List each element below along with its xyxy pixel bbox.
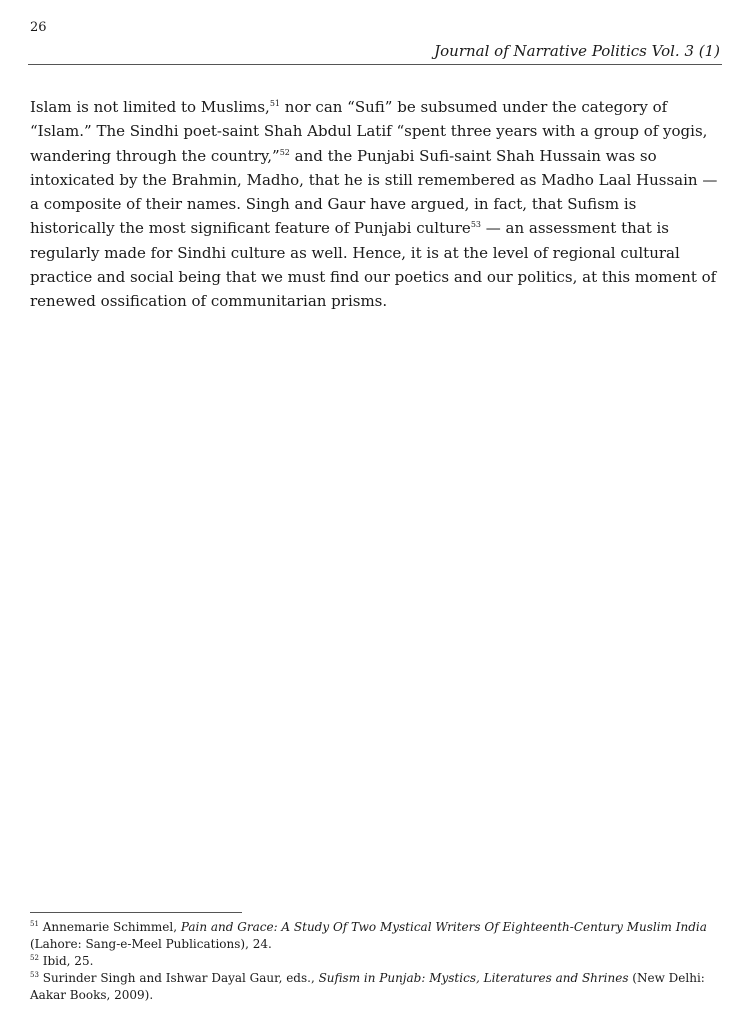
footnote-number: 53 <box>30 971 39 980</box>
footnote-rule <box>30 912 242 913</box>
body-text-segment: and the Punjabi Sufi-saint Shah Hussain was so intoxicated by the Brahmin, Madho, that he is still remembered as Madho Laal Hussain — a composite of their names. Singh and Gaur have argued, in fact, that Sufism is historically the most significant feature of Punjabi culture <box>30 146 718 238</box>
body-text-segment: — an assessment that is regularly made for Sindhi culture as well. Hence, it is at the level of regional cultural practice and social being that we must find our poetics and our politics, at this moment of renewed ossification of communitarian prisms. <box>30 219 717 311</box>
footnote-ref-53[interactable]: 53 <box>470 220 481 230</box>
footnote-number: 51 <box>30 920 39 928</box>
footnote-text: Annemarie Schimmel, <box>38 920 181 934</box>
footnotes <box>30 919 722 1004</box>
footnote-text: (Lahore: Sang-e-Meel Publications), 24. <box>30 937 272 952</box>
page-number: 26 <box>30 20 47 35</box>
footnote-text: Surinder Singh and Ishwar Dayal Gaur, eds., <box>38 971 319 986</box>
footnote-ref-51[interactable]: 51 <box>269 99 281 108</box>
header-rule <box>28 64 722 65</box>
body-paragraph <box>30 95 720 314</box>
footnote-number: 52 <box>30 954 39 963</box>
body-text-segment: Islam is not limited to Muslims, <box>30 98 270 116</box>
footnote-text: (New Delhi: Aakar Books, 2009). <box>30 971 705 1003</box>
running-header: Journal of Narrative Politics Vol. 3 (1) <box>434 42 720 60</box>
footnote-book-title: Pain and Grace: A Study Of Two Mystical Writers Of Eighteenth-Century Muslim India <box>180 920 707 934</box>
footnote-text: Ibid, 25. <box>38 954 94 969</box>
body-text-segment: nor can “Sufi” be subsumed under the category of “Islam.” The Sindhi poet-saint Shah Abdul Latif “spent three years with a group of yogis, wandering through the country,” <box>30 98 708 165</box>
footnote-52 <box>30 953 722 970</box>
footnote-53 <box>30 970 722 1004</box>
footnote-ref-52[interactable]: 52 <box>279 147 290 157</box>
footnote-book-title: Sufism in Punjab: Mystics, Literatures and Shrines <box>318 971 629 986</box>
footnote-51 <box>30 919 722 953</box>
